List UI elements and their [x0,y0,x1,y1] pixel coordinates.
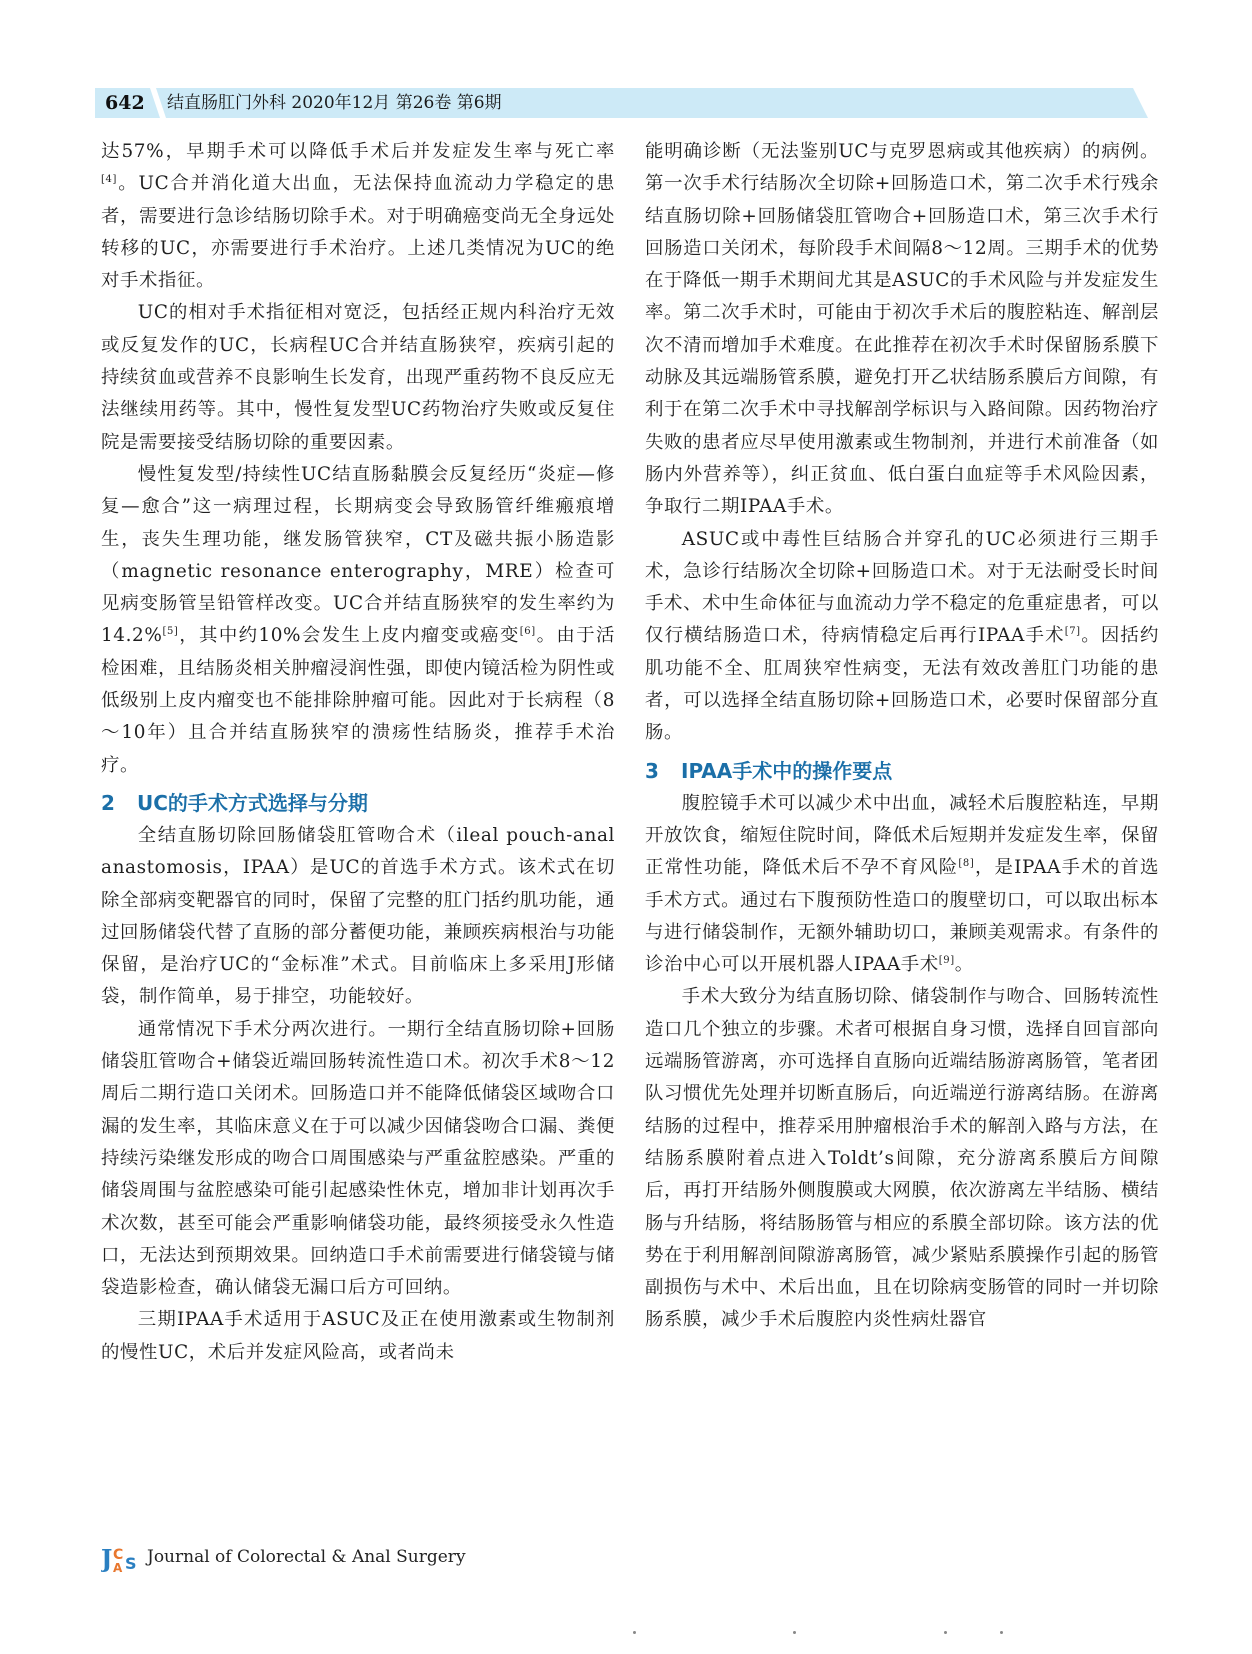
svg-text:J: J [101,1544,113,1573]
page-header [95,88,1148,118]
right-column [645,136,1159,1337]
svg-text:S: S [125,1554,137,1573]
journal-logo-icon [101,1543,143,1573]
section-number: 2 [101,790,115,815]
journal-english-name: Journal of Colorectal & Anal Surgery [147,1547,466,1567]
paragraph: 达57%，早期手术可以降低手术后并发症发生率与死亡率[4]。UC合并消化道大出血，无法保持血流动力学稳定的患者，需要进行急诊结肠切除手术。对于明确癌变尚无全身远处转移的UC，亦需要进行手术治疗。上述几类情况为UC的绝对手术指征。 [101,141,615,292]
paragraph: 腹腔镜手术可以减少术中出血，减轻术后腹腔粘连，早期开放饮食，缩短住院时间，降低术后短期并发症发生率，保留正常性功能，降低术后不孕不育风险[8]，是IPAA手术的首选手术方式。通过右下腹预防性造口的腹壁切口，可以取出标本与进行储袋制作，无额外辅助切口，兼顾美观需求。有条件的诊治中心可以开展机器人IPAA手术[9]。 [645,792,1159,976]
section-title: UC的手术方式选择与分期 [137,790,368,815]
paragraph: 通常情况下手术分两次进行。一期行全结直肠切除+回肠储袋肛管吻合+储袋近端回肠转流性造口术。初次手术8～12周后二期行造口关闭术。回肠造口并不能降低储袋区域吻合口漏的发生率，其临床意义在于可以减少因储袋吻合口漏、粪便持续污染继发形成的吻合口周围感染与严重盆腔感染。严重的储袋周围与盆腔感染可能引起感染性休克，增加非计划再次手术次数，甚至可能会严重影响储袋功能，最终须接受永久性造口，无法达到预期效果。回纳造口手术前需要进行储袋镜与储袋造影检查，确认储袋无漏口后方可回纳。 [101,1018,615,1299]
section-number: 3 [645,758,659,783]
paragraph: UC的相对手术指征相对宽泛，包括经正规内科治疗无效或反复发作的UC，长病程UC合并结直肠狭窄，疾病引起的持续贫血或营养不良影响生长发育，出现严重药物不良反应无法继续用药等。其中，慢性复发型UC药物治疗失败或反复住院是需要接受结肠切除的重要因素。 [101,302,615,453]
paragraph: 能明确诊断（无法鉴别UC与克罗恩病或其他疾病）的病例。第一次手术行结肠次全切除+回肠造口术，第二次手术行残余结直肠切除+回肠储袋肛管吻合+回肠造口术，第三次手术行回肠造口关闭术，每阶段手术间隔8～12周。三期手术的优势在于降低一期手术期间尤其是ASUC的手术风险与并发症发生率。第二次手术时，可能由于初次手术后的腹腔粘连、解剖层次不清而增加手术难度。在此推荐在初次手术时保留肠系膜下动脉及其远端肠管系膜，避免打开乙状结肠系膜后方间隙，有利于在第二次手术中寻找解剖学标识与入路间隙。因药物治疗失败的患者应尽早使用激素或生物制剂，并进行术前准备（如肠内外营养等），纠正贫血、低白蛋白血症等手术风险因素，争取行二期IPAA手术。 [645,141,1159,518]
section-title: IPAA手术中的操作要点 [681,758,893,783]
section-heading [101,788,615,818]
svg-text:A: A [113,1561,123,1573]
paragraph: 三期IPAA手术适用于ASUC及正在使用激素或生物制剂的慢性UC，术后并发症风险高，或者尚未 [101,1309,615,1363]
paragraph: 全结直肠切除回肠储袋肛管吻合术（ileal pouch-anal anastomosis，IPAA）是UC的首选手术方式。该术式在切除全部病变靶器官的同时，保留了完整的肛门括约肌功能，通过回肠储袋代替了直肠的部分蓄便功能，兼顾疾病根治与功能保留，是治疗UC的“金标准”术式。目前临床上多采用J形储袋，制作简单，易于排空，功能较好。 [101,824,615,1008]
left-column [101,136,615,1369]
paragraph: ASUC或中毒性巨结肠合并穿孔的UC必须进行三期手术，急诊行结肠次全切除+回肠造口术。对于无法耐受长时间手术、术中生命体征与血流动力学不稳定的危重症患者，可以仅行横结肠造口术，待病情稳定后再行IPAA手术[7]。因括约肌功能不全、肛周狭窄性病变，无法有效改善肛门功能的患者，可以选择全结直肠切除+回肠造口术，必要时保留部分直肠。 [645,528,1160,744]
section-heading [645,756,1159,786]
page-number: 642 [105,92,145,114]
journal-issue-info: 结直肠肛门外科 2020年12月 第26卷 第6期 [167,93,502,113]
paragraph: 慢性复发型/持续性UC结直肠黏膜会反复经历“炎症—修复—愈合”这一病理过程，长期病变会导致肠管纤维瘢痕增生，丧失生理功能，继发肠管狭窄，CT及磁共振小肠造影（magnetic resonance enterography，MRE）检查可见病变肠管呈铅管样改变。UC合并结直肠狭窄的发生率约为14.2%[5]，其中约10%会发生上皮内瘤变或癌变[6]。由于活检困难，且结肠炎相关肿瘤浸润性强，即使内镜活检为阴性或低级别上皮内瘤变也不能排除肿瘤可能。因此对于长病程（8～10年）且合并结直肠狭窄的溃疡性结肠炎，推荐手术治疗。 [101,463,615,776]
paragraph: 手术大致分为结直肠切除、储袋制作与吻合、回肠转流性造口几个独立的步骤。术者可根据自身习惯，选择自回盲部向远端肠管游离，亦可选择自直肠向近端结肠游离肠管，笔者团队习惯优先处理并切断直肠后，向近端逆行游离结肠。在游离结肠的过程中，推荐采用肿瘤根治手术的解剖入路与方法，在结肠系膜附着点进入Toldt’s间隙，充分游离系膜后方间隙后，再打开结肠外侧腹膜或大网膜，依次游离左半结肠、横结肠与升结肠，将结肠肠管与相应的系膜全部切除。该方法的优势在于利用解剖间隙游离肠管，减少紧贴系膜操作引起的肠管副损伤与术中、术后出血，且在切除病变肠管的同时一并切除肠系膜，减少手术后腹腔内炎性病灶器官 [645,986,1159,1331]
svg-text:C: C [113,1547,124,1563]
